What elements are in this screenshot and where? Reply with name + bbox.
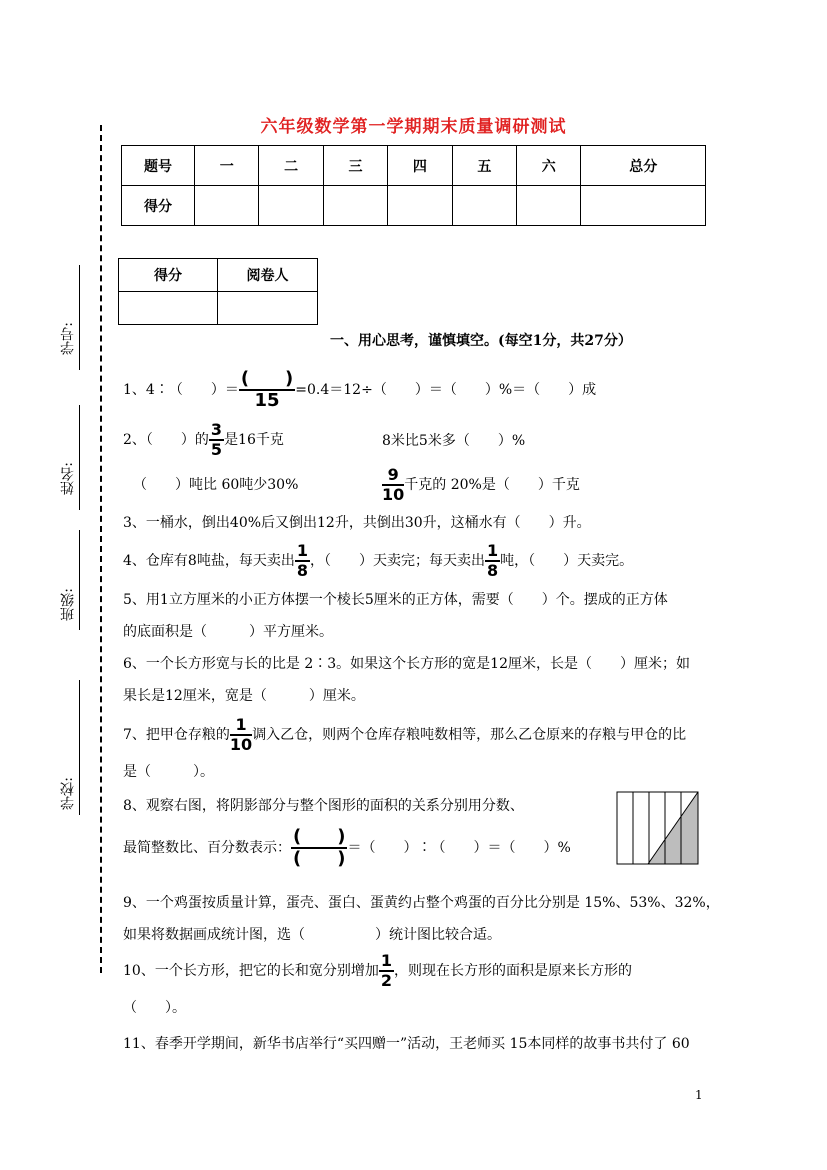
table-cell: 四	[388, 146, 452, 186]
school-label: 学校:	[60, 777, 76, 810]
table-row	[119, 292, 318, 325]
question-9-line1: 9、一个鸡蛋按质量计算，蛋壳、蛋白、蛋黄约占整个鸡蛋的百分比分别是 15%、53%、32%，	[123, 895, 720, 911]
question-9-line2: 如果将数据画成统计图，选（ ）统计图比较合适。	[123, 927, 501, 943]
score-cell[interactable]	[388, 186, 452, 226]
table-cell: 阅卷人	[218, 259, 318, 292]
class-label: 班级:	[60, 588, 76, 621]
question-11: 11、春季开学期间，新华书店举行“买四赠一”活动，王老师买 15本同样的故事书共付了 60	[123, 1036, 690, 1052]
question-5-line2: 的底面积是（ ）平方厘米。	[123, 624, 333, 640]
table-row	[119, 259, 318, 292]
cut-line	[100, 125, 102, 973]
table-cell: 二	[259, 146, 323, 186]
question-6-line2: 果长是12厘米，宽是（ ）厘米。	[123, 688, 365, 704]
question-4: 4、仓库有8吨盐，每天卖出 $\frac{1}{8}$ ，（ ）天卖完；每天卖出 $\frac{1}{8}$ 吨，（ ）天卖完。	[123, 541, 634, 580]
question-8-line1: 8、观察右图，将阴影部分与整个图形的面积的关系分别用分数、	[123, 798, 524, 814]
question-6-line1: 6、一个长方形宽与长的比是 2∶3。如果这个长方形的宽是12厘米，长是（ ）厘米；如	[123, 656, 690, 672]
score-cell[interactable]	[517, 186, 581, 226]
question-7: 7、把甲仓存粮的 $\frac{1}{10}$ 调入乙仓，则两个仓库存粮吨数相等，那么乙仓原来的存粮与甲仓的比	[123, 715, 687, 754]
grader-cell[interactable]	[218, 292, 318, 325]
score-cell[interactable]	[259, 186, 323, 226]
shaded-rectangle-figure	[616, 790, 700, 866]
table-row	[122, 146, 706, 186]
score-cell[interactable]	[323, 186, 387, 226]
table-cell: 五	[452, 146, 516, 186]
score-cell[interactable]	[119, 292, 218, 325]
score-table	[121, 145, 706, 226]
question-1: 1、4∶（ ）＝ $\frac{( )}{15}$ =0.4＝12÷（ ）＝（ ）%＝（ ）成	[123, 368, 597, 411]
name-label: 姓名:	[60, 462, 76, 495]
question-2d: $\frac{9}{10}$ 千克的 20%是（ ）千克	[382, 465, 580, 504]
question-5-line1: 5、用1立方厘米的小正方体摆一个棱长5厘米的正方体，需要（ ）个。摆成的正方体	[123, 592, 668, 608]
score-cell[interactable]	[581, 186, 706, 226]
page-title: 六年级数学第一学期期末质量调研测试	[260, 117, 567, 137]
question-2a: 2、（ ）的 $\frac{3}{5}$ 是16千克	[123, 420, 284, 459]
question-3: 3、一桶水，倒出40%后又倒出12升，共倒出30升，这桶水有（ ）升。	[123, 515, 591, 531]
table-cell: 得分	[122, 186, 195, 226]
question-10-line2: （ ）。	[123, 1000, 186, 1016]
section-title: 一、用心思考，谨慎填空。(每空1分，共27分）	[330, 333, 632, 349]
question-2c: （ ）吨比 60吨少30%	[133, 477, 299, 493]
table-cell: 题号	[122, 146, 195, 186]
question-8-line2: 最简整数比、百分数表示： $\frac{( )}{( )}$ ＝（ ）∶（ ）＝（ ）%	[123, 826, 571, 869]
page-number: 1	[695, 1088, 703, 1102]
grader-table	[118, 258, 318, 325]
table-cell: 得分	[119, 259, 218, 292]
table-cell: 一	[195, 146, 259, 186]
question-10: 10、一个长方形，把它的长和宽分别增加 $\frac{1}{2}$ ，则现在长方形的面积是原来长方形的	[123, 951, 632, 990]
score-cell[interactable]	[195, 186, 259, 226]
question-7-line2: 是（ ）。	[123, 764, 214, 780]
score-cell[interactable]	[452, 186, 516, 226]
table-cell: 六	[517, 146, 581, 186]
table-cell: 三	[323, 146, 387, 186]
table-cell: 总分	[581, 146, 706, 186]
table-row	[122, 186, 706, 226]
student-id-label: 学号:	[60, 322, 76, 355]
question-2b: 8米比5米多（ ）%	[382, 433, 526, 449]
